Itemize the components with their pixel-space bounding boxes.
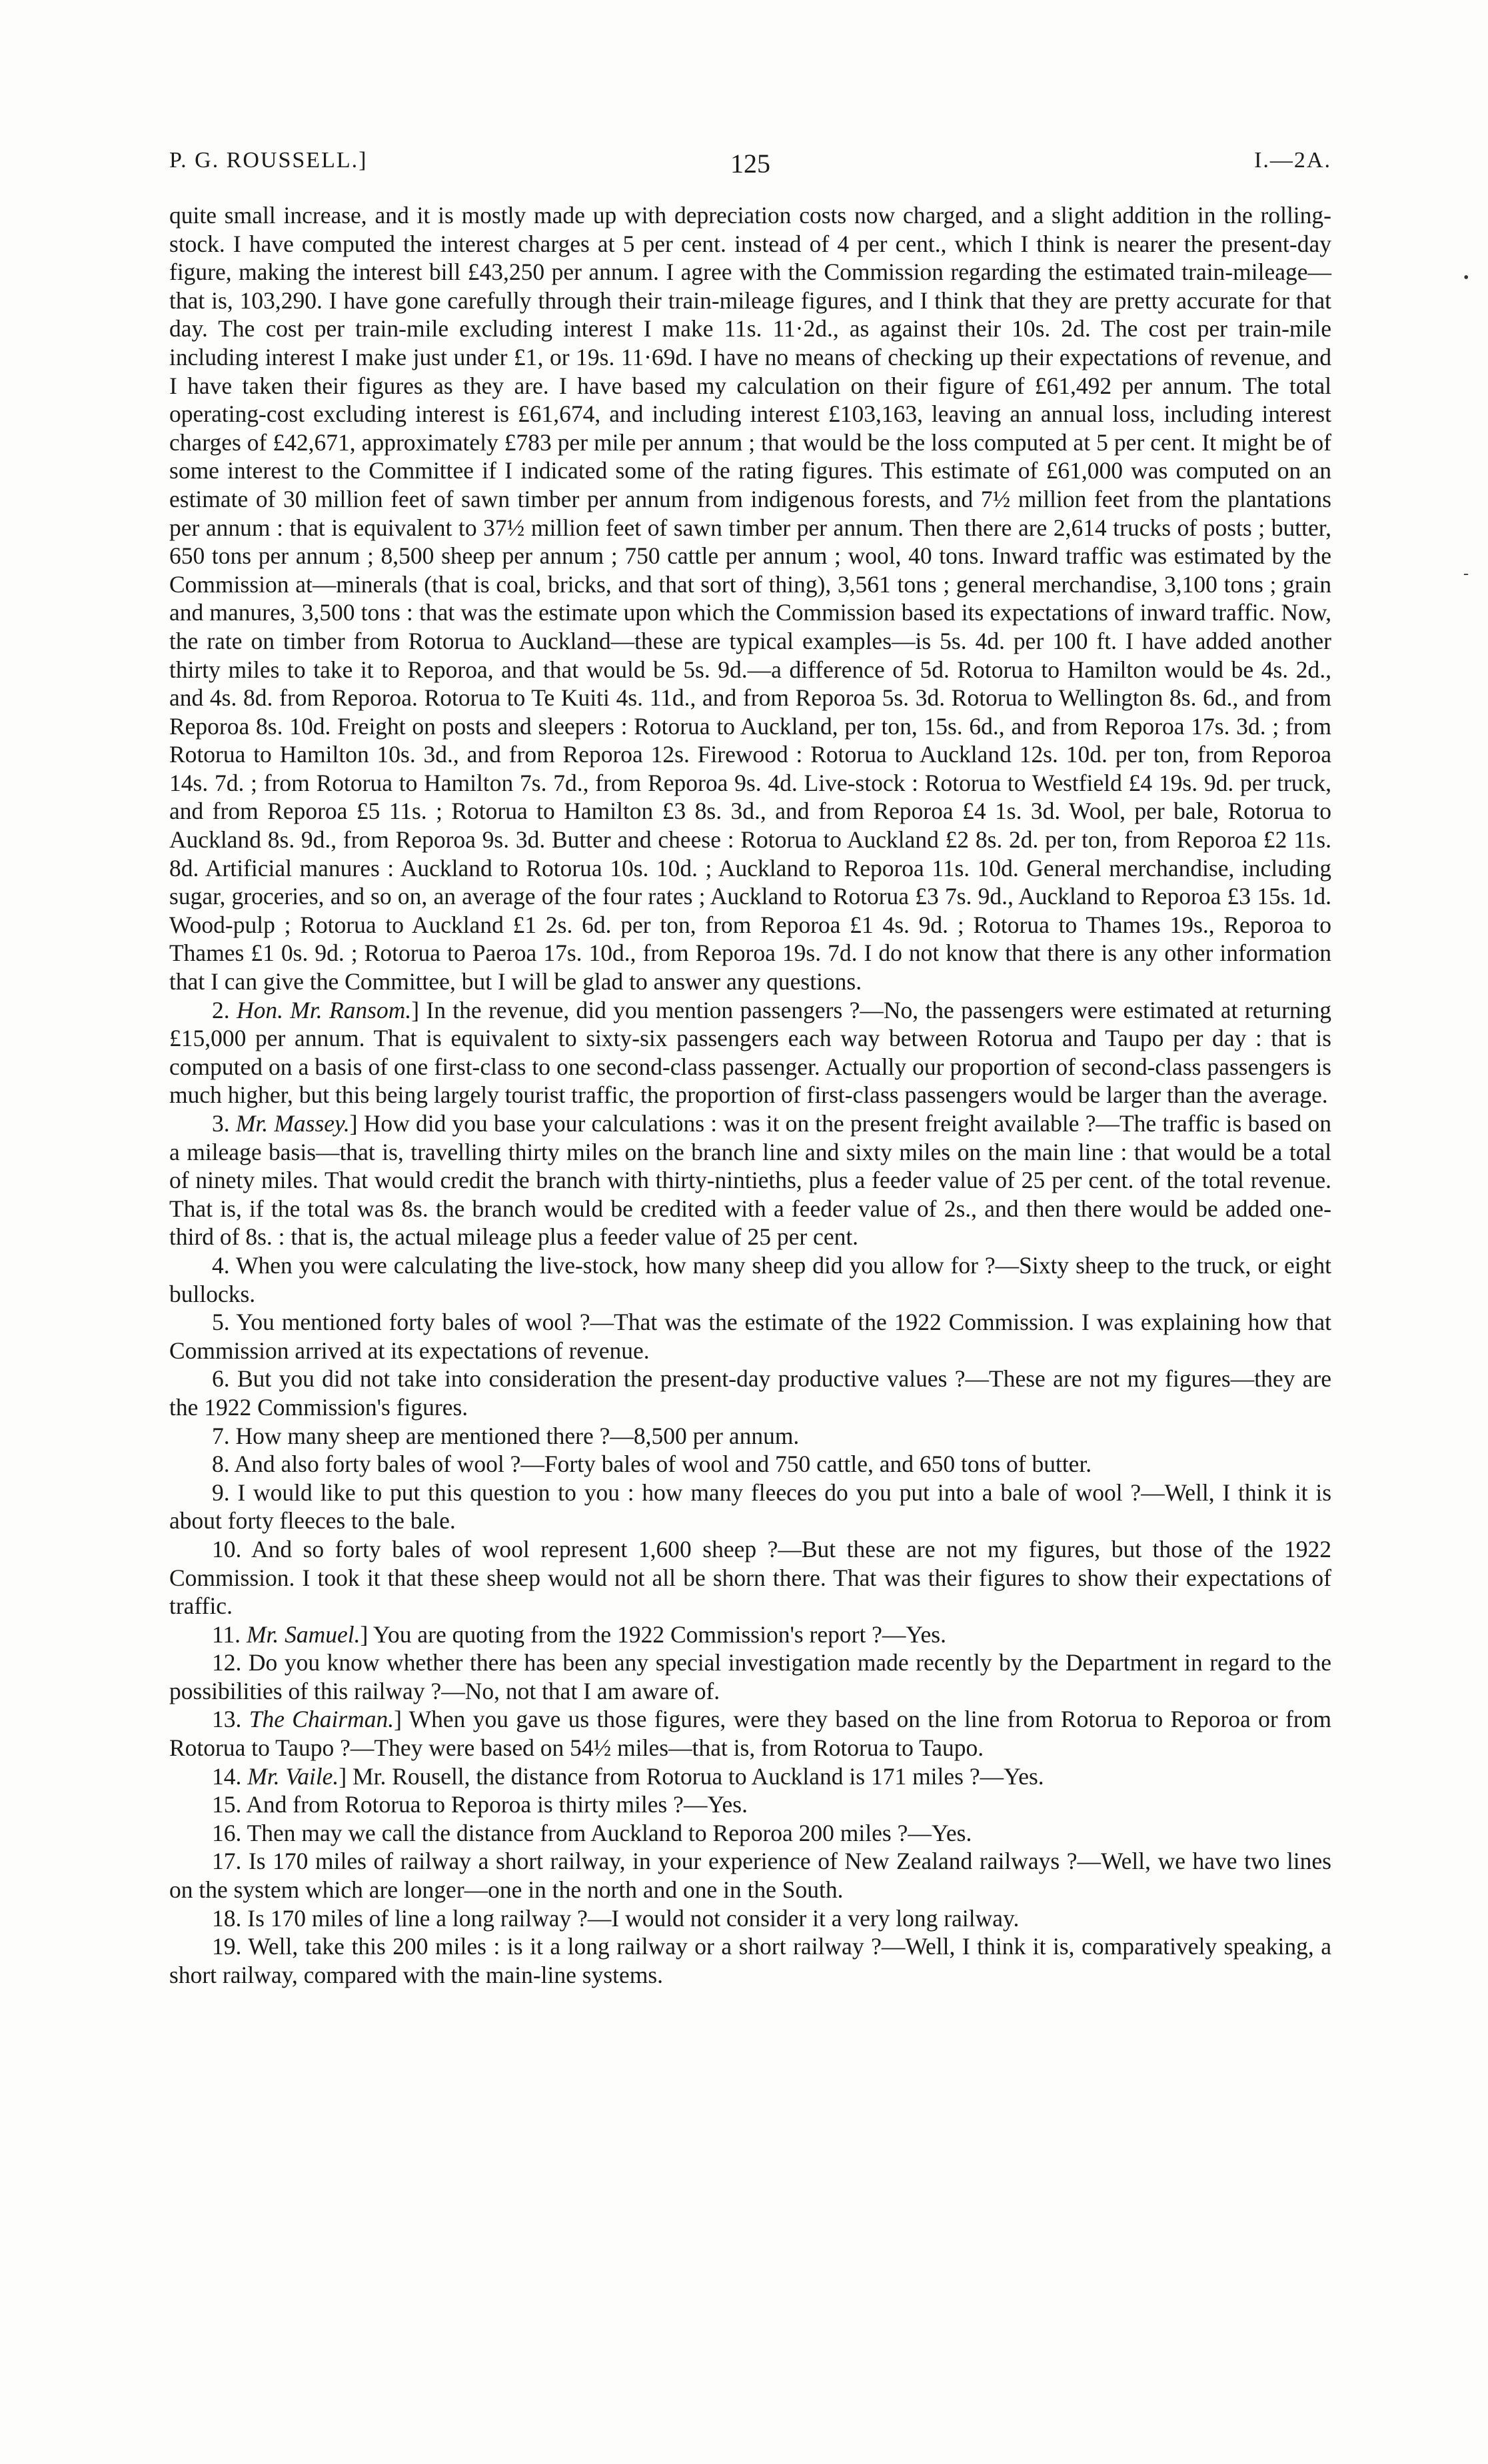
question-answer-list xyxy=(169,996,1331,1990)
question-number: 18. xyxy=(212,1904,242,1932)
question-text: Mr. Rousell, the distance from Rotorua to Auckland is 171 miles ?—Yes. xyxy=(353,1762,1044,1790)
page-number: 125 xyxy=(730,149,770,179)
speaker-name: Mr. Massey. xyxy=(235,1110,350,1137)
question-paragraph xyxy=(169,1819,1331,1848)
question-text: Then may we call the distance from Auckland to Reporoa 200 miles ?—Yes. xyxy=(247,1819,972,1846)
question-paragraph: 11. Mr. Samuel.] You are quoting from the 1922 Commission's report ?—Yes. xyxy=(212,1620,946,1648)
question-number: 7. xyxy=(212,1422,230,1449)
question-number: 10. xyxy=(212,1535,242,1562)
speaker-name: The Chairman. xyxy=(249,1706,394,1733)
question-text: In the revenue, did you mention passengers ?—No, the passengers were estimated at returning £15,000 per annum. That is equivalent to sixty-six passengers each way between Rotorua and Taupo per day : that is computed on a basis of one first-class to one second-class passenger. Actually our proportion of second-class passengers is much higher, but this being largely tourist traffic, the proportion of first-class passengers would be larger than the average. xyxy=(169,996,1332,1109)
question-number: 17. xyxy=(212,1848,242,1875)
question-number: 5. xyxy=(212,1309,230,1336)
question-paragraph xyxy=(169,1904,1331,1933)
question-text: Do you know whether there has been any special investigation made recently by the Department in regard to the possibilities of this railway ?—No, not that I am aware of. xyxy=(169,1649,1331,1704)
witness-name: P. G. ROUSSELL.] xyxy=(169,148,368,173)
question-text: And from Rotorua to Reporoa is thirty miles ?—Yes. xyxy=(246,1791,748,1818)
question-text: Is 170 miles of railway a short railway, in your experience of New Zealand railways ?—Well, we have two lines on the system which are longer—one in the north and one in the South. xyxy=(169,1848,1331,1904)
document-reference: I.—2A. xyxy=(1254,148,1331,173)
question-text: How many sheep are mentioned there ?—8,500 per annum. xyxy=(235,1422,800,1449)
question-text: When you were calculating the live-stock, how many sheep did you allow for ?—Sixty sheep to the truck, or eight bullocks. xyxy=(169,1251,1331,1307)
margin-mark: • xyxy=(1463,269,1469,287)
question-paragraph xyxy=(169,1479,1331,1535)
question-paragraph xyxy=(169,1450,1331,1479)
question-paragraph xyxy=(169,1932,1331,1989)
question-text: Is 170 miles of line a long railway ?—I would not consider it a very long railway. xyxy=(247,1904,1020,1932)
question-paragraph xyxy=(169,1847,1331,1904)
question-number: 6. xyxy=(212,1365,230,1393)
question-text: You are quoting from the 1922 Commission's report ?—Yes. xyxy=(372,1620,946,1648)
question-number: 15. xyxy=(212,1791,242,1818)
question-number: 16. xyxy=(212,1819,242,1846)
question-paragraph xyxy=(169,1308,1331,1365)
question-number: 9. xyxy=(212,1479,230,1506)
margin-mark: - xyxy=(1463,565,1469,582)
question-text: When you gave us those figures, were they based on the line from Rotorua to Reporoa or from Rotorua to Taupo ?—They were based on 54½ miles—that is, from Rotorua to Taupo. xyxy=(169,1706,1332,1762)
question-paragraph xyxy=(169,1422,1331,1451)
speaker-name: Mr. Samuel. xyxy=(246,1620,361,1648)
speaker-name: Hon. Mr. Ransom. xyxy=(236,996,412,1023)
question-paragraph xyxy=(169,1535,1331,1620)
question-number: 4. xyxy=(212,1251,230,1279)
question-text: But you did not take into consideration the present-day productive values ?—These are not my figures—they are the 1922 Commission's figures. xyxy=(169,1365,1331,1421)
testimony-body xyxy=(169,201,1331,1989)
question-paragraph: 3. Mr. Massey.] How did you base your calculations : was it on the present freight available ?—The traffic is based on a mileage basis—that is, travelling thirty miles on the branch line and sixty miles on the main line : that would be a total of ninety miles. That would credit the branch with thirty-nintieths, plus a feeder value of 25 per cent. of the total revenue. That is, if the total was 8s. the branch would be credited with a feeder value of 2s., and then there would be added one-third of 8s. : that is, the actual mileage plus a feeder value of 25 per cent. xyxy=(169,1110,1331,1251)
running-header xyxy=(169,148,1331,188)
question-paragraph xyxy=(169,1648,1331,1705)
question-text: You mentioned forty bales of wool ?—That was the estimate of the 1922 Commission. I was explaining how that Commission arrived at its expectations of revenue. xyxy=(169,1309,1332,1364)
question-number: 3. xyxy=(212,1110,230,1137)
question-paragraph: 2. Hon. Mr. Ransom.] In the revenue, did you mention passengers ?—No, the passengers were estimated at returning £15,000 per annum. That is equivalent to sixty-six passengers each way between Rotorua and Taupo per day : that is computed on a basis of one first-class to one second-class passenger. Actually our proportion of second-class passengers is much higher, but this being largely tourist traffic, the proportion of first-class passengers would be larger than the average. xyxy=(169,996,1332,1109)
question-text: Well, take this 200 miles : is it a long railway or a short railway ?—Well, I think it is, comparatively speaking, a short railway, compared with the main-line systems. xyxy=(169,1933,1331,1988)
intro-paragraph: quite small increase, and it is mostly made up with depreciation costs now charged, and a slight addition in the rolling-stock. I have computed the interest charges at 5 per cent. instead of 4 per cent., which I think is nearer the present-day figure, making the interest bill £43,250 per annum. I agree with the Commission regarding the estimated train-mileage—that is, 103,290. I have gone carefully through their train-mileage figures, and I think that they are pretty accurate for that day. The cost per train-mile excluding interest I make 11s. 11·2d., as against their 10s. 2d. The cost per train-mile including interest I make just under £1, or 19s. 11·69d. I have no means of checking up their expectations of revenue, and I have taken their figures as they are. I have based my calculation on their figure of £61,492 per annum. The total operating-cost excluding interest is £61,674, and including interest £103,163, leaving an annual loss, including interest charges of £42,671, approximately £783 per mile per annum ; that would be the loss computed at 5 per cent. It might be of some interest to the Committee if I indicated some of the rating figures. This estimate of £61,000 was computed on an estimate of 30 million feet of sawn timber per annum from indigenous forests, and 7½ million feet from the plantations per annum : that is equivalent to 37½ million feet of sawn timber per annum. Then there are 2,614 trucks of posts ; butter, 650 tons per annum ; 8,500 sheep per annum ; 750 cattle per annum ; wool, 40 tons. Inward traffic was estimated by the Commission at—minerals (that is coal, bricks, and that sort of thing), 3,561 tons ; general merchandise, 3,100 tons ; grain and manures, 3,500 tons : that was the estimate upon which the Commission based its expectations of inward traffic. Now, the rate on timber from Rotorua to Auckland—these are typical examples—is 5s. 4d. per 100 ft. I have added another thirty miles to take it to Reporoa, and that would be 5s. 9d.—a difference of 5d. Rotorua to Hamilton would be 4s. 2d., and 4s. 8d. from Reporoa. Rotorua to Te Kuiti 4s. 11d., and from Reporoa 5s. 3d. Rotorua to Wellington 8s. 6d., and from Reporoa 8s. 10d. Freight on posts and sleepers : Rotorua to Auckland, per ton, 15s. 6d., and from Reporoa 17s. 3d. ; from Rotorua to Hamilton 10s. 3d., and from Reporoa 12s. Firewood : Rotorua to Auckland 12s. 10d. per ton, from Reporoa 14s. 7d. ; from Rotorua to Hamilton 7s. 7d., from Reporoa 9s. 4d. Live-stock : Rotorua to Westfield £4 19s. 9d. per truck, and from Reporoa £5 11s. ; Rotorua to Hamilton £3 8s. 3d., and from Reporoa £4 1s. 3d. Wool, per bale, Rotorua to Auckland 8s. 9d., from Reporoa 9s. 3d. Butter and cheese : Rotorua to Auckland £2 8s. 2d. per ton, from Reporoa £2 11s. 8d. Artificial manures : Auckland to Rotorua 10s. 10d. ; Auckland to Reporoa 11s. 10d. General merchandise, including sugar, groceries, and so on, an average of the four rates ; Auckland to Rotorua £3 7s. 9d., Auckland to Reporoa £3 15s. 1d. Wood-pulp ; Rotorua to Auckland £1 2s. 6d. per ton, from Reporoa £1 4s. 9d. ; Rotorua to Thames 19s., Reporoa to Thames £1 0s. 9d. ; Rotorua to Paeroa 17s. 10d., from Reporoa 19s. 7d. I do not know that there is any other information that I can give the Committee, but I will be glad to answer any questions. xyxy=(169,202,1331,995)
question-number: 12. xyxy=(212,1649,242,1676)
question-paragraph xyxy=(169,1365,1331,1421)
question-number: 13. xyxy=(212,1706,242,1733)
question-text: And so forty bales of wool represent 1,600 sheep ?—But these are not my figures, but those of the 1922 Commission. I took it that these sheep would not all be shorn there. That was their figures to show their expectations of traffic. xyxy=(169,1535,1331,1620)
question-text: How did you base your calculations : was it on the present freight available ?—The traffic is based on a mileage basis—that is, travelling thirty miles on the branch line and sixty miles on the main line : that would be a total of ninety miles. That would credit the branch with thirty-nintieths, plus a feeder value of 25 per cent. of the total revenue. That is, if the total was 8s. the branch would be credited with a feeder value of 2s., and then there would be added one-third of 8s. : that is, the actual mileage plus a feeder value of 25 per cent. xyxy=(169,1110,1331,1251)
speaker-name: Mr. Vaile. xyxy=(247,1762,339,1790)
question-number: 8. xyxy=(212,1451,230,1478)
question-text: And also forty bales of wool ?—Forty bales of wool and 750 cattle, and 650 tons of butter. xyxy=(234,1451,1092,1478)
question-paragraph xyxy=(169,1251,1331,1308)
question-paragraph: 14. Mr. Vaile.] Mr. Rousell, the distance from Rotorua to Auckland is 171 miles ?—Yes. xyxy=(212,1762,1044,1790)
question-number: 2. xyxy=(212,996,230,1023)
question-text: I would like to put this question to you : how many fleeces do you put into a bale of wool ?—Well, I think it is about forty fleeces to the bale. xyxy=(169,1479,1332,1535)
question-paragraph xyxy=(169,1790,1331,1819)
question-number: 11. xyxy=(212,1620,241,1648)
question-paragraph: 13. The Chairman.] When you gave us those figures, were they based on the line from Rotorua to Reporoa or from Rotorua to Taupo ?—They were based on 54½ miles—that is, from Rotorua to Taupo. xyxy=(169,1706,1332,1762)
question-number: 14. xyxy=(212,1762,242,1790)
question-number: 19. xyxy=(212,1933,242,1960)
